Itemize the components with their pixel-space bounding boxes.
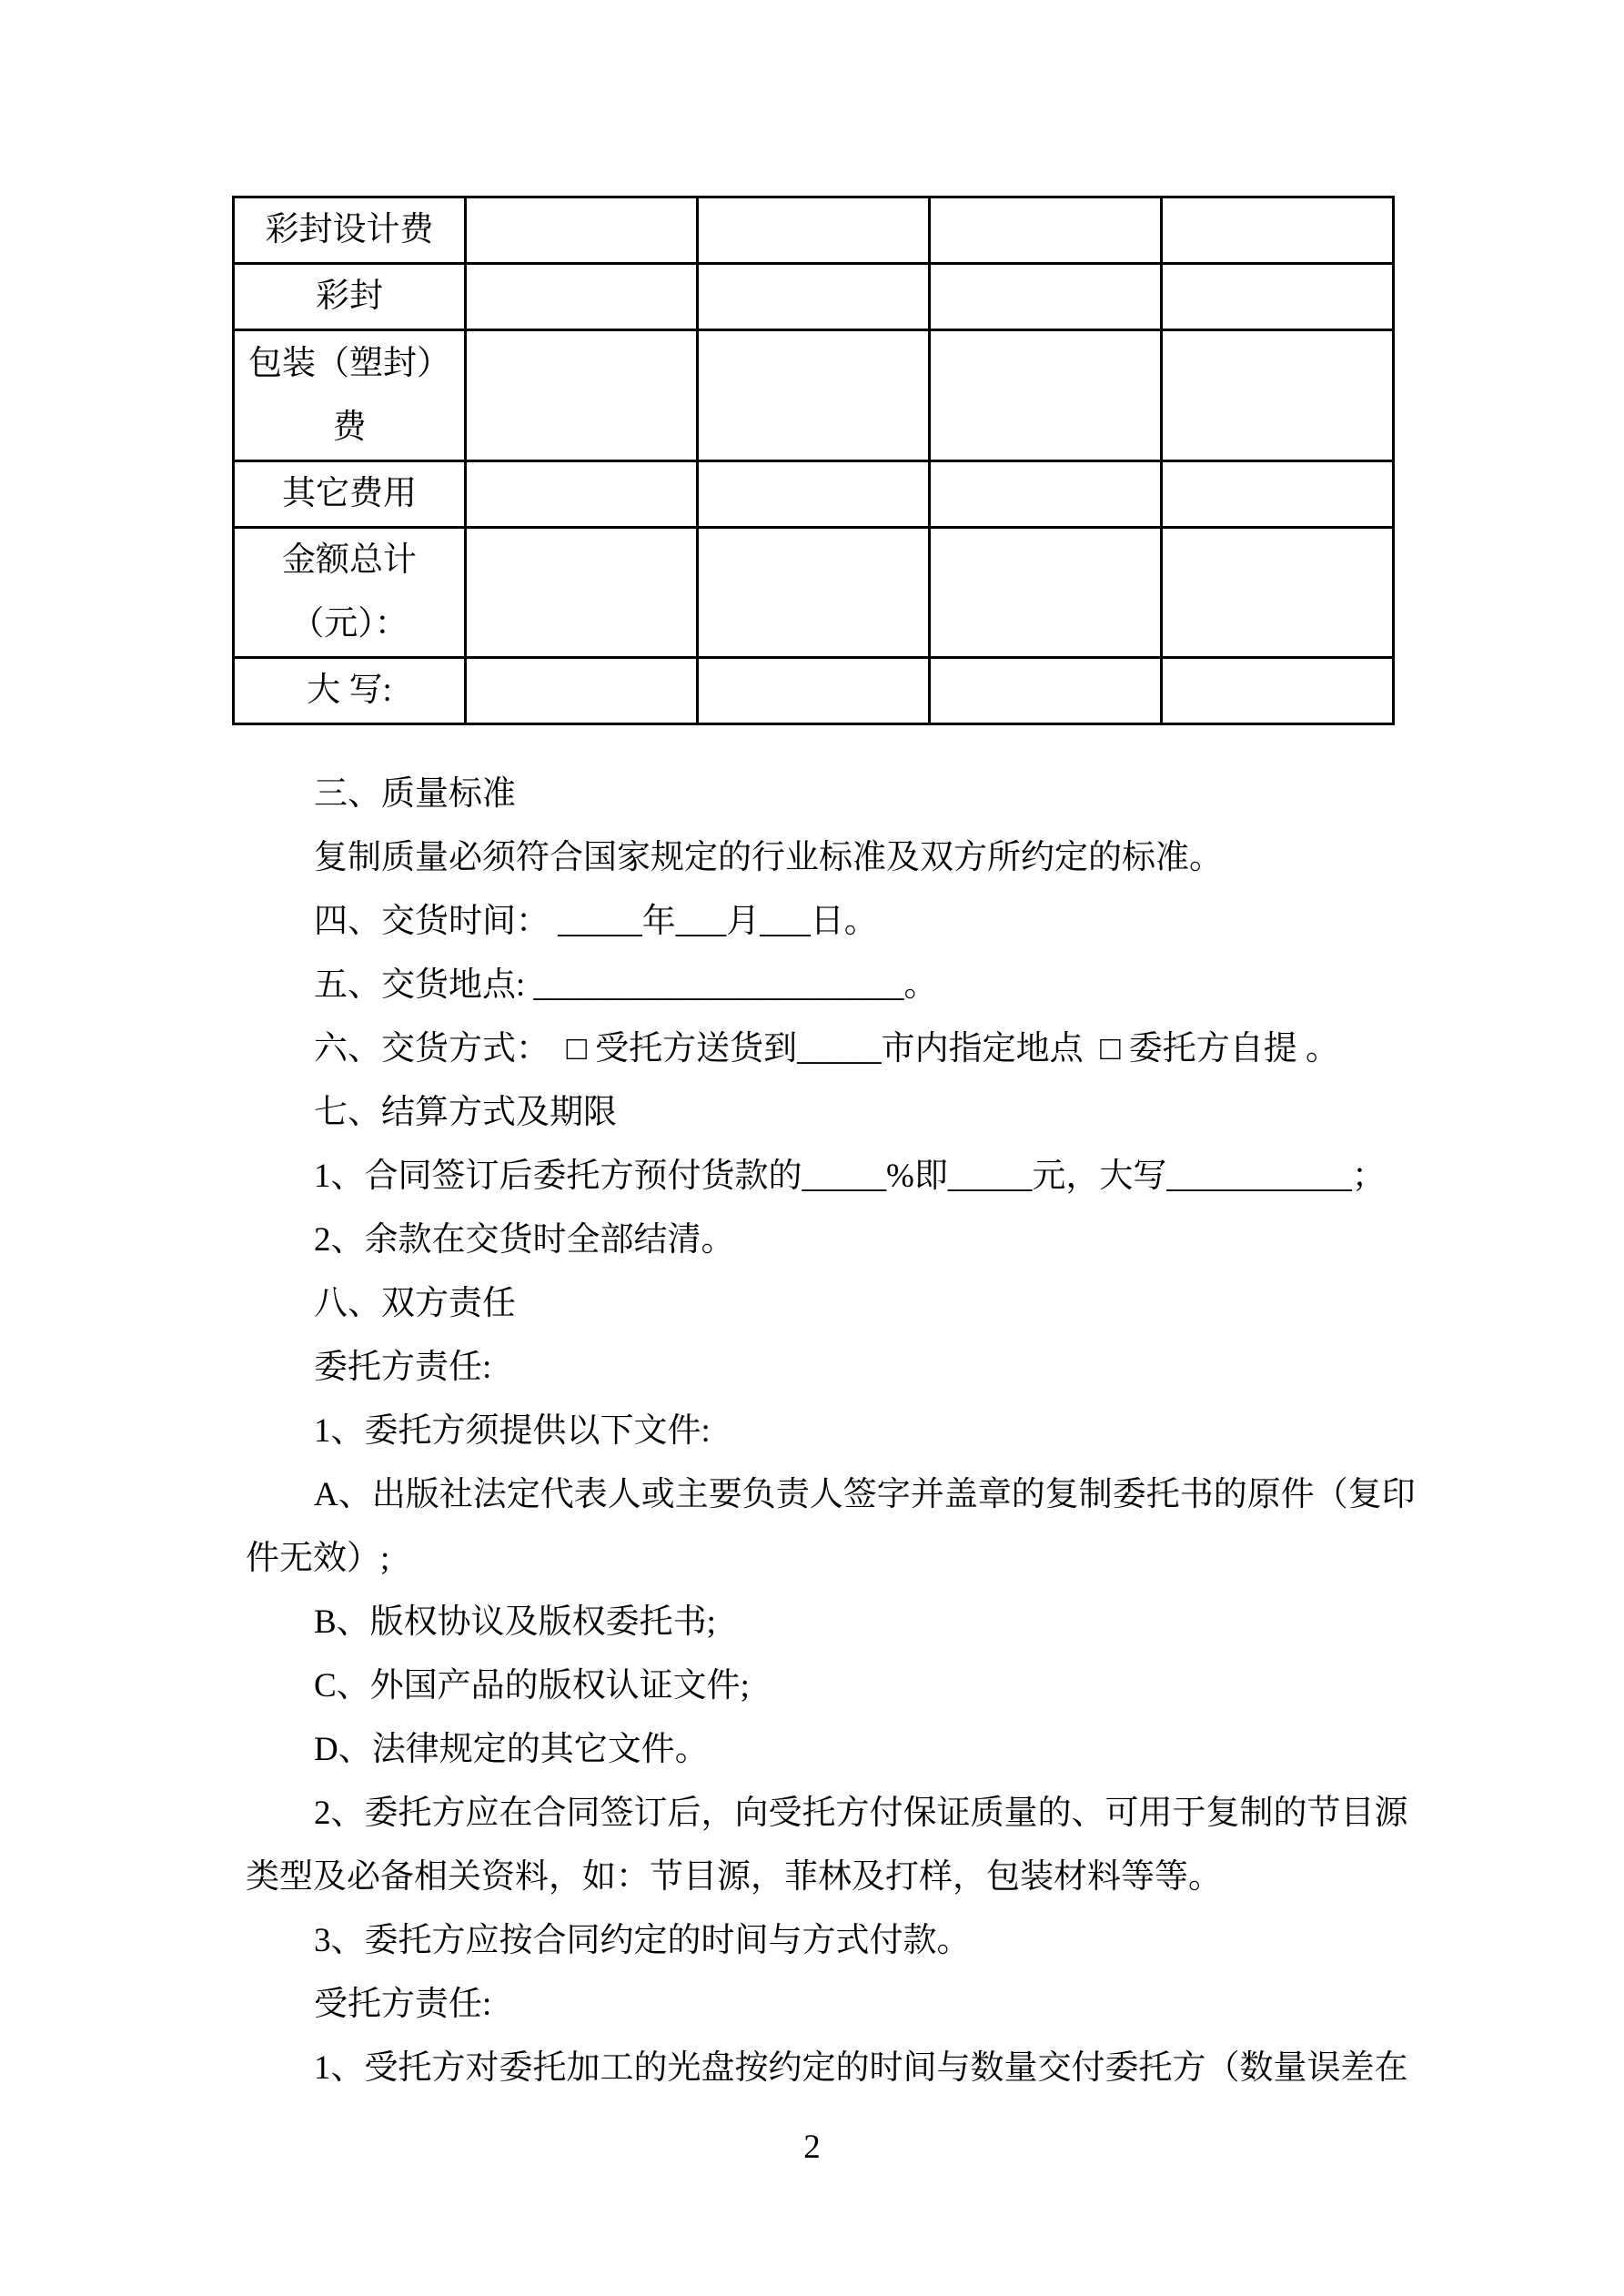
body-line: 五、交货地点: ______________________。 [314, 966, 938, 1004]
body-line: D、法律规定的其它文件。 [314, 1731, 709, 1768]
fee-label: 彩封设计费 [265, 211, 434, 248]
body-line: 3、委托方应按合同约定的时间与方式付款。 [314, 1922, 971, 1959]
fee-value-cell [930, 330, 1162, 461]
fee-label: （元）： [290, 605, 409, 642]
fee-value-cell [466, 528, 698, 658]
fee-label: 包装（塑封） [248, 344, 450, 382]
body-line: 类型及必备相关资料，如：节目源，菲林及打样，包装材料等等。 [246, 1858, 1222, 1896]
fee-label-cell [234, 461, 466, 528]
fee-value-cell [930, 197, 1162, 264]
fee-value-cell [466, 658, 698, 724]
fee-table [232, 196, 1395, 725]
table-row [234, 330, 1394, 461]
body-line: 1、合同签订后委托方预付货款的_____%即_____元，大写___________； [314, 1158, 1386, 1195]
fee-value-cell [930, 264, 1162, 330]
fee-value-cell [698, 264, 930, 330]
fee-label: 金额总计 [282, 541, 417, 579]
fee-value-cell [930, 461, 1162, 528]
body-line: 2、委托方应在合同签订后，向受托方付保证质量的、可用于复制的节目源 [314, 1795, 1408, 1832]
body-line: 1、委托方须提供以下文件: [314, 1412, 711, 1450]
fee-label: 彩封 [316, 278, 383, 315]
fee-value-cell [698, 528, 930, 658]
fee-value-cell [466, 197, 698, 264]
fee-value-cell [1162, 461, 1394, 528]
body-line: 复制质量必须符合国家规定的行业标准及双方所约定的标准。 [314, 839, 1223, 876]
fee-label-cell [234, 330, 466, 461]
fee-value-cell [698, 461, 930, 528]
fee-value-cell [1162, 264, 1394, 330]
fee-label: 费 [332, 408, 367, 446]
fee-value-cell [1162, 528, 1394, 658]
fee-value-cell [1162, 330, 1394, 461]
contract-body [246, 763, 1419, 2100]
body-line: 2、余款在交货时全部结清。 [314, 1221, 735, 1259]
fee-value-cell [698, 330, 930, 461]
fee-value-cell [698, 658, 930, 724]
body-line: 四、交货时间： _____年___月___日。 [314, 903, 878, 940]
table-row [234, 528, 1394, 658]
body-line: 六、交货方式： □ 受托方送货到_____市内指定地点 □ 委托方自提 。 [314, 1030, 1339, 1067]
table-row [234, 264, 1394, 330]
body-line: 三、质量标准 [314, 775, 516, 813]
fee-value-cell [930, 528, 1162, 658]
fee-label: 其它费用 [282, 475, 417, 512]
page-number: 2 [803, 2129, 821, 2166]
body-line: 1、受托方对委托加工的光盘按约定的时间与数量交付委托方（数量误差在 [314, 2049, 1408, 2087]
fee-value-cell [466, 330, 698, 461]
fee-value-cell [1162, 197, 1394, 264]
fee-label-cell [234, 264, 466, 330]
body-line: 受托方责任: [314, 1986, 492, 2023]
body-line: C、外国产品的版权认证文件; [314, 1667, 750, 1704]
body-line: 件无效）; [246, 1540, 390, 1577]
fee-label-cell [234, 528, 466, 658]
fee-label: 大 写: [307, 672, 392, 709]
fee-value-cell [466, 461, 698, 528]
fee-value-cell [930, 658, 1162, 724]
fee-value-cell [1162, 658, 1394, 724]
body-line: B、版权协议及版权委托书; [314, 1603, 716, 1641]
body-line: 八、双方责任 [314, 1285, 516, 1322]
fee-value-cell [466, 264, 698, 330]
table-row [234, 197, 1394, 264]
body-line: 七、结算方式及期限 [314, 1094, 617, 1131]
fee-label-cell [234, 197, 466, 264]
body-line: A、出版社法定代表人或主要负责人签字并盖章的复制委托书的原件（复印 [314, 1476, 1416, 1513]
table-row [234, 461, 1394, 528]
fee-value-cell [698, 197, 930, 264]
fee-label-cell [234, 658, 466, 724]
table-row [234, 658, 1394, 724]
body-line: 委托方责任: [314, 1349, 492, 1386]
